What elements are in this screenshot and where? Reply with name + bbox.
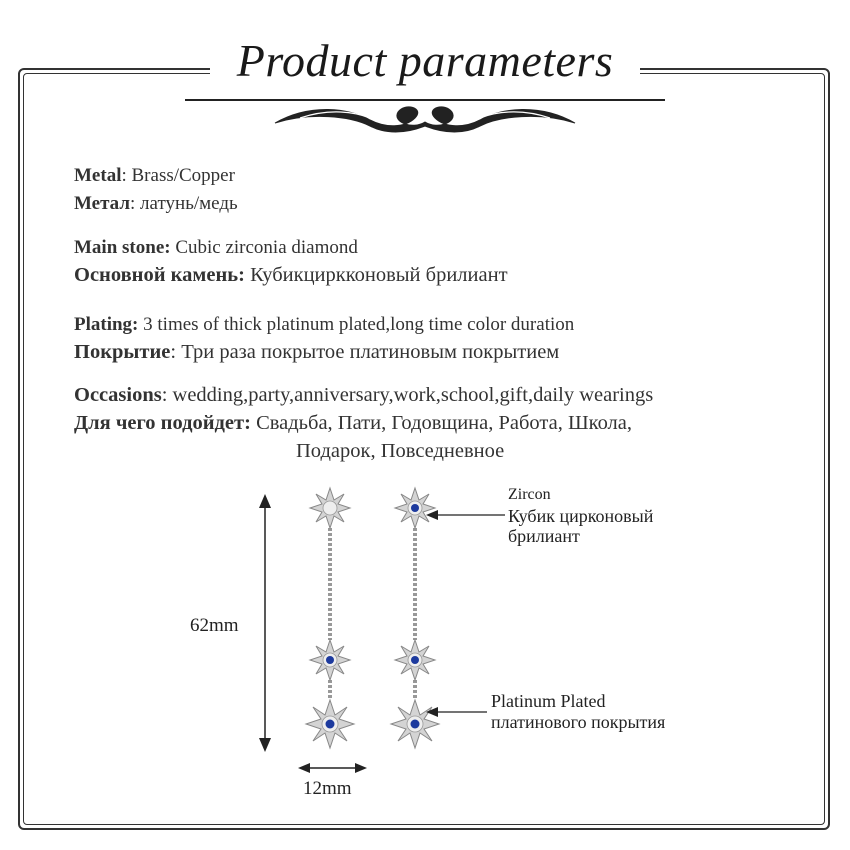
metal-ru-value: : латунь/медь xyxy=(130,193,238,214)
plating-ru-label: Покрытие xyxy=(74,341,171,363)
plated-label: Platinum Plated xyxy=(491,691,606,711)
earring-left xyxy=(306,488,354,748)
occasions-value: : wedding,party,anniversary,work,school,gift,daily wearings xyxy=(161,384,654,406)
zircon-callout-arrow xyxy=(426,510,438,520)
zircon-ru-line1: Кубик цирконовый xyxy=(508,506,654,526)
occasions-ru-value: Свадьба, Пати, Годовщина, Работа, Школа, xyxy=(250,412,632,434)
width-label: 12mm xyxy=(303,778,352,799)
height-arrow-bottom xyxy=(259,738,271,752)
metal-label: Metal xyxy=(74,165,122,186)
width-arrow-left xyxy=(298,763,310,773)
stone-ru-label: Основной камень: xyxy=(74,264,245,286)
earring-right xyxy=(391,488,439,748)
stone-label: Main stone: xyxy=(74,237,171,258)
stone-value: Cubic zirconia diamond xyxy=(170,237,358,258)
page-title: Product parameters xyxy=(236,35,614,86)
zircon-ru-line2: брилиант xyxy=(508,526,580,546)
stone-ru-value: Кубикциркконовый брилиант xyxy=(244,264,508,286)
plated-callout-arrow xyxy=(426,707,438,717)
occasions-ru-value-2: Подарок, Повседневное xyxy=(296,440,505,462)
height-label: 62mm xyxy=(190,615,239,636)
plating-label: Plating: xyxy=(74,314,139,335)
zircon-label: Zircon xyxy=(508,486,551,503)
occasions-ru-label: Для чего подойдет: xyxy=(74,412,251,434)
plating-ru-value: : Три раза покрытое платиновым покрытием xyxy=(170,341,560,363)
metal-value: : Brass/Copper xyxy=(121,165,235,186)
occasions-label: Occasions xyxy=(74,384,162,406)
height-arrow-top xyxy=(259,494,271,508)
plated-ru-label: платинового покрытия xyxy=(491,712,666,732)
width-arrow-right xyxy=(355,763,367,773)
metal-ru-label: Метал xyxy=(74,193,131,214)
plating-value: 3 times of thick platinum plated,long time color duration xyxy=(138,314,575,335)
